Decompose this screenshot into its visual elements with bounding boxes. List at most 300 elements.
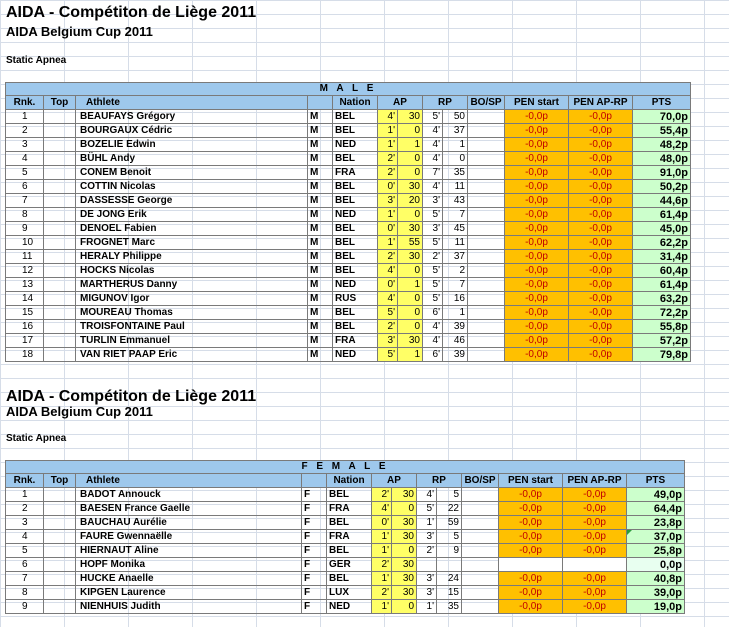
sex-cell[interactable]: F [302,586,327,600]
pen-ap-rp-cell[interactable]: -0,0p [569,236,633,250]
rank-cell[interactable]: 4 [6,530,44,544]
ap-seconds[interactable]: 30 [392,488,417,502]
ap-seconds[interactable]: 0 [392,502,417,516]
athlete-name[interactable]: TURLIN Emmanuel [76,334,308,348]
ap-seconds[interactable]: 0 [398,124,423,138]
rp-minutes[interactable]: 3' [417,586,437,600]
ap-minutes[interactable]: 1' [378,124,398,138]
rank-cell[interactable]: 3 [6,138,44,152]
nation-cell[interactable]: BEL [333,180,378,194]
ap-seconds[interactable]: 0 [398,320,423,334]
top-cell[interactable] [44,194,76,208]
bosp-cell[interactable] [468,278,505,292]
pen-ap-rp-cell[interactable]: -0,0p [563,530,627,544]
ap-seconds[interactable]: 30 [398,110,423,124]
rp-minutes[interactable]: 5' [423,264,443,278]
sex-cell[interactable]: M [308,194,333,208]
rp-minutes[interactable]: 6' [423,306,443,320]
ap-seconds[interactable]: 0 [398,264,423,278]
bosp-cell[interactable] [462,544,499,558]
athlete-name[interactable]: HUCKE Anaelle [76,572,302,586]
pen-start-cell[interactable]: -0,0p [499,502,563,516]
ap-minutes[interactable]: 4' [378,264,398,278]
athlete-name[interactable]: BEAUFAYS Grégory [76,110,308,124]
rank-cell[interactable]: 9 [6,222,44,236]
rp-seconds[interactable] [437,558,462,572]
top-cell[interactable] [44,306,76,320]
rp-minutes[interactable]: 4' [423,138,443,152]
pen-ap-rp-cell[interactable]: -0,0p [569,222,633,236]
sex-cell[interactable]: M [308,334,333,348]
nation-cell[interactable]: BEL [333,124,378,138]
rp-seconds[interactable]: 7 [443,278,468,292]
bosp-cell[interactable] [468,166,505,180]
nation-cell[interactable]: BEL [327,516,372,530]
ap-seconds[interactable]: 0 [392,600,417,614]
pen-start-cell[interactable]: -0,0p [505,152,569,166]
ap-minutes[interactable]: 2' [372,586,392,600]
ap-seconds[interactable]: 0 [398,166,423,180]
pts-cell[interactable]: 31,4p [633,250,691,264]
ap-seconds[interactable]: 0 [392,544,417,558]
nation-cell[interactable]: LUX [327,586,372,600]
ap-minutes[interactable]: 1' [378,208,398,222]
pen-ap-rp-cell[interactable]: -0,0p [569,278,633,292]
bosp-cell[interactable] [462,600,499,614]
bosp-cell[interactable] [468,292,505,306]
pts-cell[interactable]: 40,8p [627,572,685,586]
pen-ap-rp-cell[interactable]: -0,0p [569,334,633,348]
sex-cell[interactable]: M [308,278,333,292]
pen-start-cell[interactable]: -0,0p [505,180,569,194]
pen-start-cell[interactable]: -0,0p [499,516,563,530]
top-cell[interactable] [44,264,76,278]
athlete-name[interactable]: BAESEN France Gaelle [76,502,302,516]
athlete-name[interactable]: COTTIN Nicolas [76,180,308,194]
rp-seconds[interactable]: 15 [437,586,462,600]
pts-cell[interactable]: 48,0p [633,152,691,166]
top-cell[interactable] [44,278,76,292]
bosp-cell[interactable] [462,558,499,572]
bosp-cell[interactable] [468,334,505,348]
athlete-name[interactable]: DE JONG Erik [76,208,308,222]
ap-seconds[interactable]: 0 [398,292,423,306]
top-cell[interactable] [44,166,76,180]
bosp-cell[interactable] [468,124,505,138]
bosp-cell[interactable] [468,194,505,208]
bosp-cell[interactable] [468,208,505,222]
pen-start-cell[interactable]: -0,0p [505,320,569,334]
pts-cell[interactable]: 49,0p [627,488,685,502]
pen-start-cell[interactable]: -0,0p [505,138,569,152]
rank-cell[interactable]: 7 [6,572,44,586]
top-cell[interactable] [44,488,76,502]
ap-seconds[interactable]: 1 [398,348,423,362]
rp-seconds[interactable]: 24 [437,572,462,586]
ap-seconds[interactable]: 30 [392,558,417,572]
sex-cell[interactable]: F [302,502,327,516]
pen-ap-rp-cell[interactable]: -0,0p [563,502,627,516]
athlete-name[interactable]: BÜHL Andy [76,152,308,166]
athlete-name[interactable]: HOCKS Nicolas [76,264,308,278]
rp-minutes[interactable]: 5' [423,292,443,306]
ap-seconds[interactable]: 30 [392,516,417,530]
rp-minutes[interactable]: 4' [423,320,443,334]
rank-cell[interactable]: 15 [6,306,44,320]
pts-cell[interactable]: 55,8p [633,320,691,334]
ap-seconds[interactable]: 30 [392,572,417,586]
rp-minutes[interactable]: 4' [423,124,443,138]
nation-cell[interactable]: BEL [327,544,372,558]
rp-seconds[interactable]: 7 [443,208,468,222]
pts-cell[interactable]: 63,2p [633,292,691,306]
sex-cell[interactable]: F [302,488,327,502]
pen-ap-rp-cell[interactable]: -0,0p [569,320,633,334]
ap-seconds[interactable]: 30 [398,250,423,264]
pen-ap-rp-cell[interactable]: -0,0p [569,166,633,180]
rp-seconds[interactable]: 0 [443,152,468,166]
rp-minutes[interactable]: 4' [423,180,443,194]
top-cell[interactable] [44,110,76,124]
pts-cell[interactable]: 50,2p [633,180,691,194]
rank-cell[interactable]: 1 [6,110,44,124]
sex-cell[interactable]: F [302,600,327,614]
ap-minutes[interactable]: 5' [378,306,398,320]
pen-ap-rp-cell[interactable]: -0,0p [569,194,633,208]
pen-start-cell[interactable]: -0,0p [505,166,569,180]
sex-cell[interactable]: M [308,320,333,334]
pts-cell[interactable]: 44,6p [633,194,691,208]
athlete-name[interactable]: HIERNAUT Aline [76,544,302,558]
athlete-name[interactable]: BOURGAUX Cédric [76,124,308,138]
rank-cell[interactable]: 5 [6,166,44,180]
sex-cell[interactable]: M [308,208,333,222]
rank-cell[interactable]: 14 [6,292,44,306]
pen-start-cell[interactable]: -0,0p [505,222,569,236]
pts-cell[interactable]: 45,0p [633,222,691,236]
sex-cell[interactable]: M [308,222,333,236]
ap-seconds[interactable]: 30 [392,530,417,544]
nation-cell[interactable]: BEL [333,320,378,334]
sex-cell[interactable]: M [308,138,333,152]
bosp-cell[interactable] [468,152,505,166]
rp-seconds[interactable]: 50 [443,110,468,124]
rank-cell[interactable]: 6 [6,180,44,194]
pen-start-cell[interactable]: -0,0p [505,124,569,138]
ap-minutes[interactable]: 1' [372,530,392,544]
pen-start-cell[interactable]: -0,0p [499,586,563,600]
pen-start-cell[interactable]: -0,0p [505,264,569,278]
ap-minutes[interactable]: 4' [372,502,392,516]
rp-seconds[interactable]: 11 [443,236,468,250]
rp-seconds[interactable]: 43 [443,194,468,208]
rp-seconds[interactable]: 2 [443,264,468,278]
sex-cell[interactable]: M [308,152,333,166]
athlete-name[interactable]: MOUREAU Thomas [76,306,308,320]
ap-minutes[interactable]: 4' [378,292,398,306]
sex-cell[interactable]: M [308,348,333,362]
bosp-cell[interactable] [462,530,499,544]
pts-cell[interactable]: 61,4p [633,278,691,292]
ap-minutes[interactable]: 2' [378,250,398,264]
ap-minutes[interactable]: 4' [378,110,398,124]
rp-minutes[interactable]: 5' [423,208,443,222]
nation-cell[interactable]: BEL [333,152,378,166]
rp-minutes[interactable]: 1' [417,516,437,530]
pts-cell[interactable]: 70,0p [633,110,691,124]
pen-ap-rp-cell[interactable]: -0,0p [563,572,627,586]
top-cell[interactable] [44,222,76,236]
rp-minutes[interactable]: 4' [417,488,437,502]
ap-minutes[interactable]: 2' [378,166,398,180]
athlete-name[interactable]: NIENHUIS Judith [76,600,302,614]
rp-minutes[interactable]: 7' [423,166,443,180]
ap-seconds[interactable]: 30 [392,586,417,600]
rp-seconds[interactable]: 59 [437,516,462,530]
nation-cell[interactable]: RUS [333,292,378,306]
ap-seconds[interactable]: 30 [398,180,423,194]
nation-cell[interactable]: NED [327,600,372,614]
top-cell[interactable] [44,180,76,194]
rp-seconds[interactable]: 46 [443,334,468,348]
rank-cell[interactable]: 10 [6,236,44,250]
bosp-cell[interactable] [468,236,505,250]
rp-minutes[interactable]: 1' [417,600,437,614]
pen-ap-rp-cell[interactable]: -0,0p [569,180,633,194]
pts-cell[interactable]: 25,8p [627,544,685,558]
athlete-name[interactable]: VAN RIET PAAP Eric [76,348,308,362]
top-cell[interactable] [44,516,76,530]
rp-seconds[interactable]: 9 [437,544,462,558]
nation-cell[interactable]: FRA [333,166,378,180]
athlete-name[interactable]: MARTHERUS Danny [76,278,308,292]
nation-cell[interactable]: BEL [333,236,378,250]
sex-cell[interactable]: F [302,558,327,572]
bosp-cell[interactable] [468,180,505,194]
pts-cell[interactable]: 37,0p [627,530,685,544]
bosp-cell[interactable] [468,222,505,236]
rp-seconds[interactable]: 35 [437,600,462,614]
nation-cell[interactable]: BEL [333,222,378,236]
ap-seconds[interactable]: 1 [398,278,423,292]
ap-seconds[interactable]: 55 [398,236,423,250]
athlete-name[interactable]: FROGNET Marc [76,236,308,250]
sex-cell[interactable]: M [308,292,333,306]
pen-ap-rp-cell[interactable]: -0,0p [563,586,627,600]
pts-cell[interactable]: 0,0p [627,558,685,572]
bosp-cell[interactable] [462,586,499,600]
ap-seconds[interactable]: 1 [398,138,423,152]
pen-ap-rp-cell[interactable] [563,558,627,572]
bosp-cell[interactable] [468,264,505,278]
pts-cell[interactable]: 91,0p [633,166,691,180]
ap-minutes[interactable]: 1' [378,138,398,152]
pen-ap-rp-cell[interactable]: -0,0p [569,152,633,166]
ap-minutes[interactable]: 3' [378,194,398,208]
pts-cell[interactable]: 60,4p [633,264,691,278]
pen-ap-rp-cell[interactable]: -0,0p [563,544,627,558]
sex-cell[interactable]: F [302,544,327,558]
bosp-cell[interactable] [468,320,505,334]
pen-ap-rp-cell[interactable]: -0,0p [569,124,633,138]
ap-minutes[interactable]: 0' [378,278,398,292]
sex-cell[interactable]: M [308,264,333,278]
top-cell[interactable] [44,558,76,572]
rp-seconds[interactable]: 1 [443,306,468,320]
top-cell[interactable] [44,320,76,334]
sex-cell[interactable]: M [308,306,333,320]
top-cell[interactable] [44,208,76,222]
rp-seconds[interactable]: 37 [443,124,468,138]
bosp-cell[interactable] [468,250,505,264]
pen-ap-rp-cell[interactable]: -0,0p [563,600,627,614]
pts-cell[interactable]: 62,2p [633,236,691,250]
bosp-cell[interactable] [468,110,505,124]
rp-seconds[interactable]: 5 [437,488,462,502]
pen-ap-rp-cell[interactable]: -0,0p [569,110,633,124]
rp-minutes[interactable]: 5' [423,278,443,292]
nation-cell[interactable]: NED [333,348,378,362]
pen-start-cell[interactable]: -0,0p [505,250,569,264]
rp-minutes[interactable] [417,558,437,572]
rank-cell[interactable]: 4 [6,152,44,166]
ap-minutes[interactable]: 2' [378,320,398,334]
athlete-name[interactable]: BOZELIE Edwin [76,138,308,152]
sex-cell[interactable]: M [308,180,333,194]
top-cell[interactable] [44,292,76,306]
rp-seconds[interactable]: 1 [443,138,468,152]
rank-cell[interactable]: 18 [6,348,44,362]
ap-minutes[interactable]: 2' [372,488,392,502]
rp-seconds[interactable]: 5 [437,530,462,544]
sex-cell[interactable]: F [302,530,327,544]
rank-cell[interactable]: 8 [6,208,44,222]
nation-cell[interactable]: GER [327,558,372,572]
ap-minutes[interactable]: 2' [378,152,398,166]
pts-cell[interactable]: 23,8p [627,516,685,530]
athlete-name[interactable]: BAUCHAU Aurélie [76,516,302,530]
ap-minutes[interactable]: 2' [372,558,392,572]
top-cell[interactable] [44,544,76,558]
sex-cell[interactable]: M [308,124,333,138]
rp-seconds[interactable]: 39 [443,348,468,362]
pen-start-cell[interactable]: -0,0p [505,208,569,222]
ap-minutes[interactable]: 0' [372,516,392,530]
nation-cell[interactable]: BEL [327,488,372,502]
rp-seconds[interactable]: 35 [443,166,468,180]
bosp-cell[interactable] [462,488,499,502]
bosp-cell[interactable] [468,348,505,362]
ap-seconds[interactable]: 30 [398,222,423,236]
pts-cell[interactable]: 39,0p [627,586,685,600]
top-cell[interactable] [44,600,76,614]
nation-cell[interactable]: NED [333,138,378,152]
ap-seconds[interactable]: 0 [398,306,423,320]
nation-cell[interactable]: FRA [327,502,372,516]
rank-cell[interactable]: 6 [6,558,44,572]
athlete-name[interactable]: DASSESSE George [76,194,308,208]
pen-ap-rp-cell[interactable]: -0,0p [569,306,633,320]
rank-cell[interactable]: 9 [6,600,44,614]
sex-cell[interactable]: F [302,572,327,586]
sex-cell[interactable]: M [308,236,333,250]
pen-ap-rp-cell[interactable]: -0,0p [563,516,627,530]
rp-minutes[interactable]: 2' [417,544,437,558]
pts-cell[interactable]: 55,4p [633,124,691,138]
athlete-name[interactable]: BADOT Annouck [76,488,302,502]
athlete-name[interactable]: TROISFONTAINE Paul [76,320,308,334]
top-cell[interactable] [44,530,76,544]
ap-seconds[interactable]: 0 [398,152,423,166]
ap-seconds[interactable]: 30 [398,334,423,348]
pen-ap-rp-cell[interactable]: -0,0p [569,348,633,362]
rp-minutes[interactable]: 3' [417,530,437,544]
ap-minutes[interactable]: 3' [378,334,398,348]
athlete-name[interactable]: HERALY Philippe [76,250,308,264]
pts-cell[interactable]: 19,0p [627,600,685,614]
sex-cell[interactable]: M [308,110,333,124]
pen-start-cell[interactable]: -0,0p [499,544,563,558]
pts-cell[interactable]: 72,2p [633,306,691,320]
athlete-name[interactable]: FAURE Gwennaëlle [76,530,302,544]
pen-ap-rp-cell[interactable]: -0,0p [563,488,627,502]
rp-seconds[interactable]: 45 [443,222,468,236]
pen-start-cell[interactable]: -0,0p [505,278,569,292]
ap-minutes[interactable]: 0' [378,180,398,194]
top-cell[interactable] [44,502,76,516]
pen-ap-rp-cell[interactable]: -0,0p [569,208,633,222]
bosp-cell[interactable] [468,138,505,152]
rank-cell[interactable]: 12 [6,264,44,278]
athlete-name[interactable]: KIPGEN Laurence [76,586,302,600]
rank-cell[interactable]: 5 [6,544,44,558]
nation-cell[interactable]: BEL [333,110,378,124]
top-cell[interactable] [44,348,76,362]
top-cell[interactable] [44,586,76,600]
rp-minutes[interactable]: 5' [423,236,443,250]
top-cell[interactable] [44,250,76,264]
top-cell[interactable] [44,572,76,586]
pen-ap-rp-cell[interactable]: -0,0p [569,292,633,306]
rank-cell[interactable]: 2 [6,124,44,138]
ap-seconds[interactable]: 0 [398,208,423,222]
sex-cell[interactable]: M [308,250,333,264]
ap-minutes[interactable]: 5' [378,348,398,362]
pen-start-cell[interactable] [499,558,563,572]
athlete-name[interactable]: MIGUNOV Igor [76,292,308,306]
pen-ap-rp-cell[interactable]: -0,0p [569,138,633,152]
athlete-name[interactable]: DENOEL Fabien [76,222,308,236]
pts-cell[interactable]: 61,4p [633,208,691,222]
top-cell[interactable] [44,138,76,152]
athlete-name[interactable]: HOPF Monika [76,558,302,572]
pen-start-cell[interactable]: -0,0p [505,306,569,320]
pts-cell[interactable]: 64,4p [627,502,685,516]
rp-minutes[interactable]: 4' [423,334,443,348]
rp-minutes[interactable]: 5' [423,110,443,124]
rank-cell[interactable]: 3 [6,516,44,530]
rp-minutes[interactable]: 3' [423,194,443,208]
pen-start-cell[interactable]: -0,0p [499,572,563,586]
nation-cell[interactable]: NED [333,278,378,292]
rank-cell[interactable]: 17 [6,334,44,348]
pts-cell[interactable]: 48,2p [633,138,691,152]
bosp-cell[interactable] [462,572,499,586]
ap-minutes[interactable]: 0' [378,222,398,236]
top-cell[interactable] [44,152,76,166]
pts-cell[interactable]: 79,8p [633,348,691,362]
rp-seconds[interactable]: 22 [437,502,462,516]
